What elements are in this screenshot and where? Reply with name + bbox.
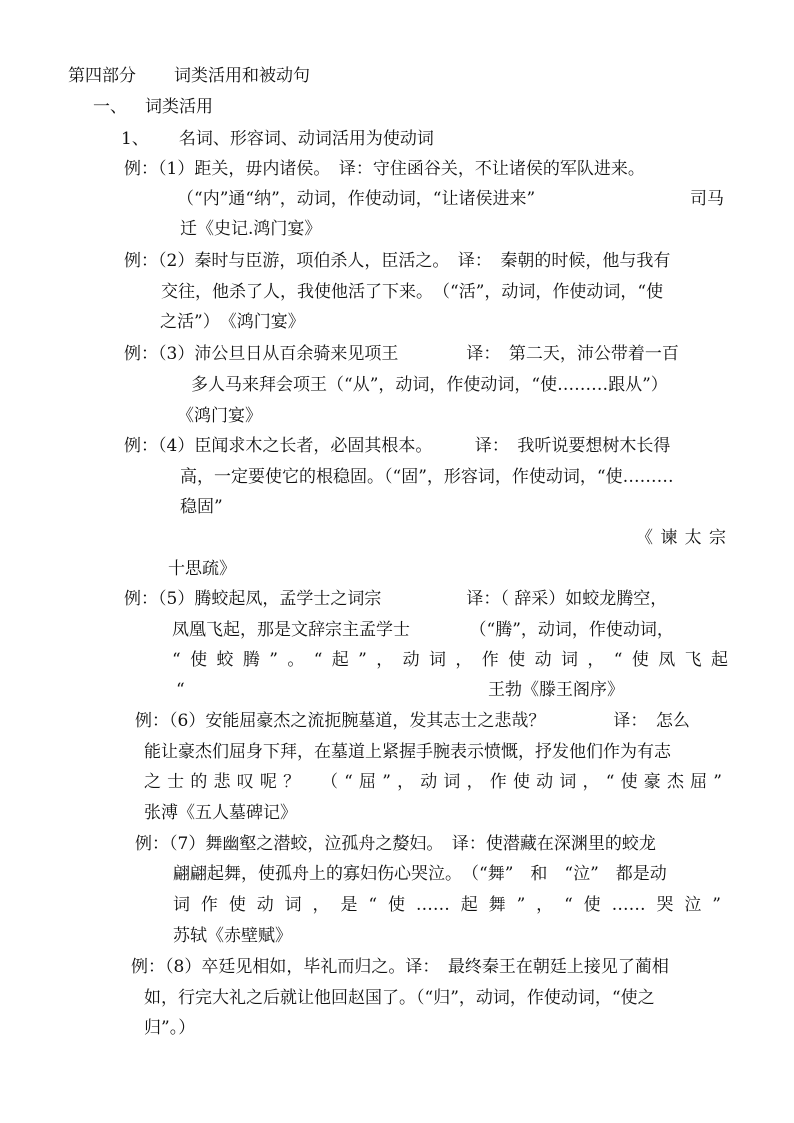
section-heading xyxy=(93,95,213,119)
example-4-source-a: 《谏太宗 xyxy=(636,528,726,548)
example-2-line-2: 交往，他杀了人，我使他活了下来。 （“活”，动词，作使动词，“使 xyxy=(161,282,664,302)
example-5-quote-close: “ xyxy=(176,680,185,700)
example-1-line-1: 例：（1）距关，毋内诸侯。 译：守住函谷关，不让诸侯的军队进来。 xyxy=(124,159,645,179)
example-4-source-b: 十思疏》 xyxy=(168,559,236,579)
example-1-source: 迁《史记.鸿门宴》 xyxy=(180,219,322,239)
example-5-line-2: 凤凰飞起，那是文辞宗主孟学士 （“腾”，动词，作使动词， xyxy=(172,620,674,640)
example-6-line-1: 例：（6）安能屈豪杰之流扼腕墓道，发其志士之悲哉？ 译： 怎么 xyxy=(135,711,690,731)
example-4-line-1: 例：（4）臣闻求木之长者，必固其根本。 译： 我听说要想树木长得 xyxy=(124,436,671,456)
example-7-source: 苏轼《赤壁赋》 xyxy=(173,926,292,946)
example-7-line-2: 翩翩起舞，使孤舟上的寡妇伤心哭泣。 （“舞” 和 “泣” 都是动 xyxy=(173,864,667,884)
example-1-author: 司马 xyxy=(690,189,724,209)
subsection-title: 名词、形容词、动词活用为使动词 xyxy=(178,129,434,149)
example-3-line-2: 多人马来拜会项王（“从”，动词，作使动词，“使………跟从”） xyxy=(191,375,668,395)
example-2-line-3: 之活”） 《鸿门宴》 xyxy=(160,312,305,332)
example-4-line-3: 稳固” xyxy=(180,497,223,517)
example-5-source: 王勃《滕王阁序》 xyxy=(488,680,624,700)
example-7-line-3: 词作使动词，是“使……起舞”，“使……哭泣” xyxy=(173,895,721,915)
example-2-line-1: 例：（2）秦时与臣游，项伯杀人，臣活之。 译： 秦朝的时候，他与我有 xyxy=(124,251,671,271)
example-6-line-2: 能让豪杰们屈身下拜，在墓道上紧握手腕表示愤慨，抒发他们作为有志 xyxy=(144,742,671,762)
subsection-heading xyxy=(121,127,434,151)
example-5-line-3: “使蛟腾”。“起”，动词，作使动词，“使凤飞起 xyxy=(172,650,728,670)
section-title: 词类活用 xyxy=(145,97,213,117)
example-3-line-1: 例：（3）沛公旦日从百余骑来见项王 译： 第二天，沛公带着一百 xyxy=(124,344,679,364)
part-heading xyxy=(68,64,310,88)
example-5-line-1: 例：（5）腾蛟起凤，孟学士之词宗 译：（ 辞采）如蛟龙腾空， xyxy=(124,589,668,609)
subsection-number: 1、 xyxy=(121,129,149,149)
example-6-line-3: 之士的悲叹呢？ （“屈”，动词，作使动词，“使豪杰屈” xyxy=(144,772,722,792)
example-8-line-1: 例：（8）卒廷见相如，毕礼而归之。译： 最终秦王在朝廷上接见了蔺相 xyxy=(131,957,669,977)
example-3-source: 《鸿门宴》 xyxy=(177,406,262,426)
part-number: 第四部分 xyxy=(68,66,136,86)
part-title: 词类活用和被动句 xyxy=(174,66,310,86)
example-4-line-2: 高，一定要使它的根稳固。（“固”，形容词，作使动词，“使……… xyxy=(180,467,674,487)
example-6-source: 张溥《五人墓碑记》 xyxy=(144,803,297,823)
section-number: 一、 xyxy=(93,97,127,117)
example-7-line-1: 例：（7）舞幽壑之潜蛟，泣孤舟之嫠妇。 译：使潜藏在深渊里的蛟龙 xyxy=(135,834,656,854)
example-1-line-2: （“内”通“纳”，动词，作使动词，“让诸侯进来” xyxy=(177,189,536,209)
example-8-line-2: 如，行完大礼之后就让他回赵国了。（“归”，动词，作使动词，“使之 xyxy=(144,988,655,1008)
example-8-line-3: 归”。） xyxy=(144,1018,196,1038)
